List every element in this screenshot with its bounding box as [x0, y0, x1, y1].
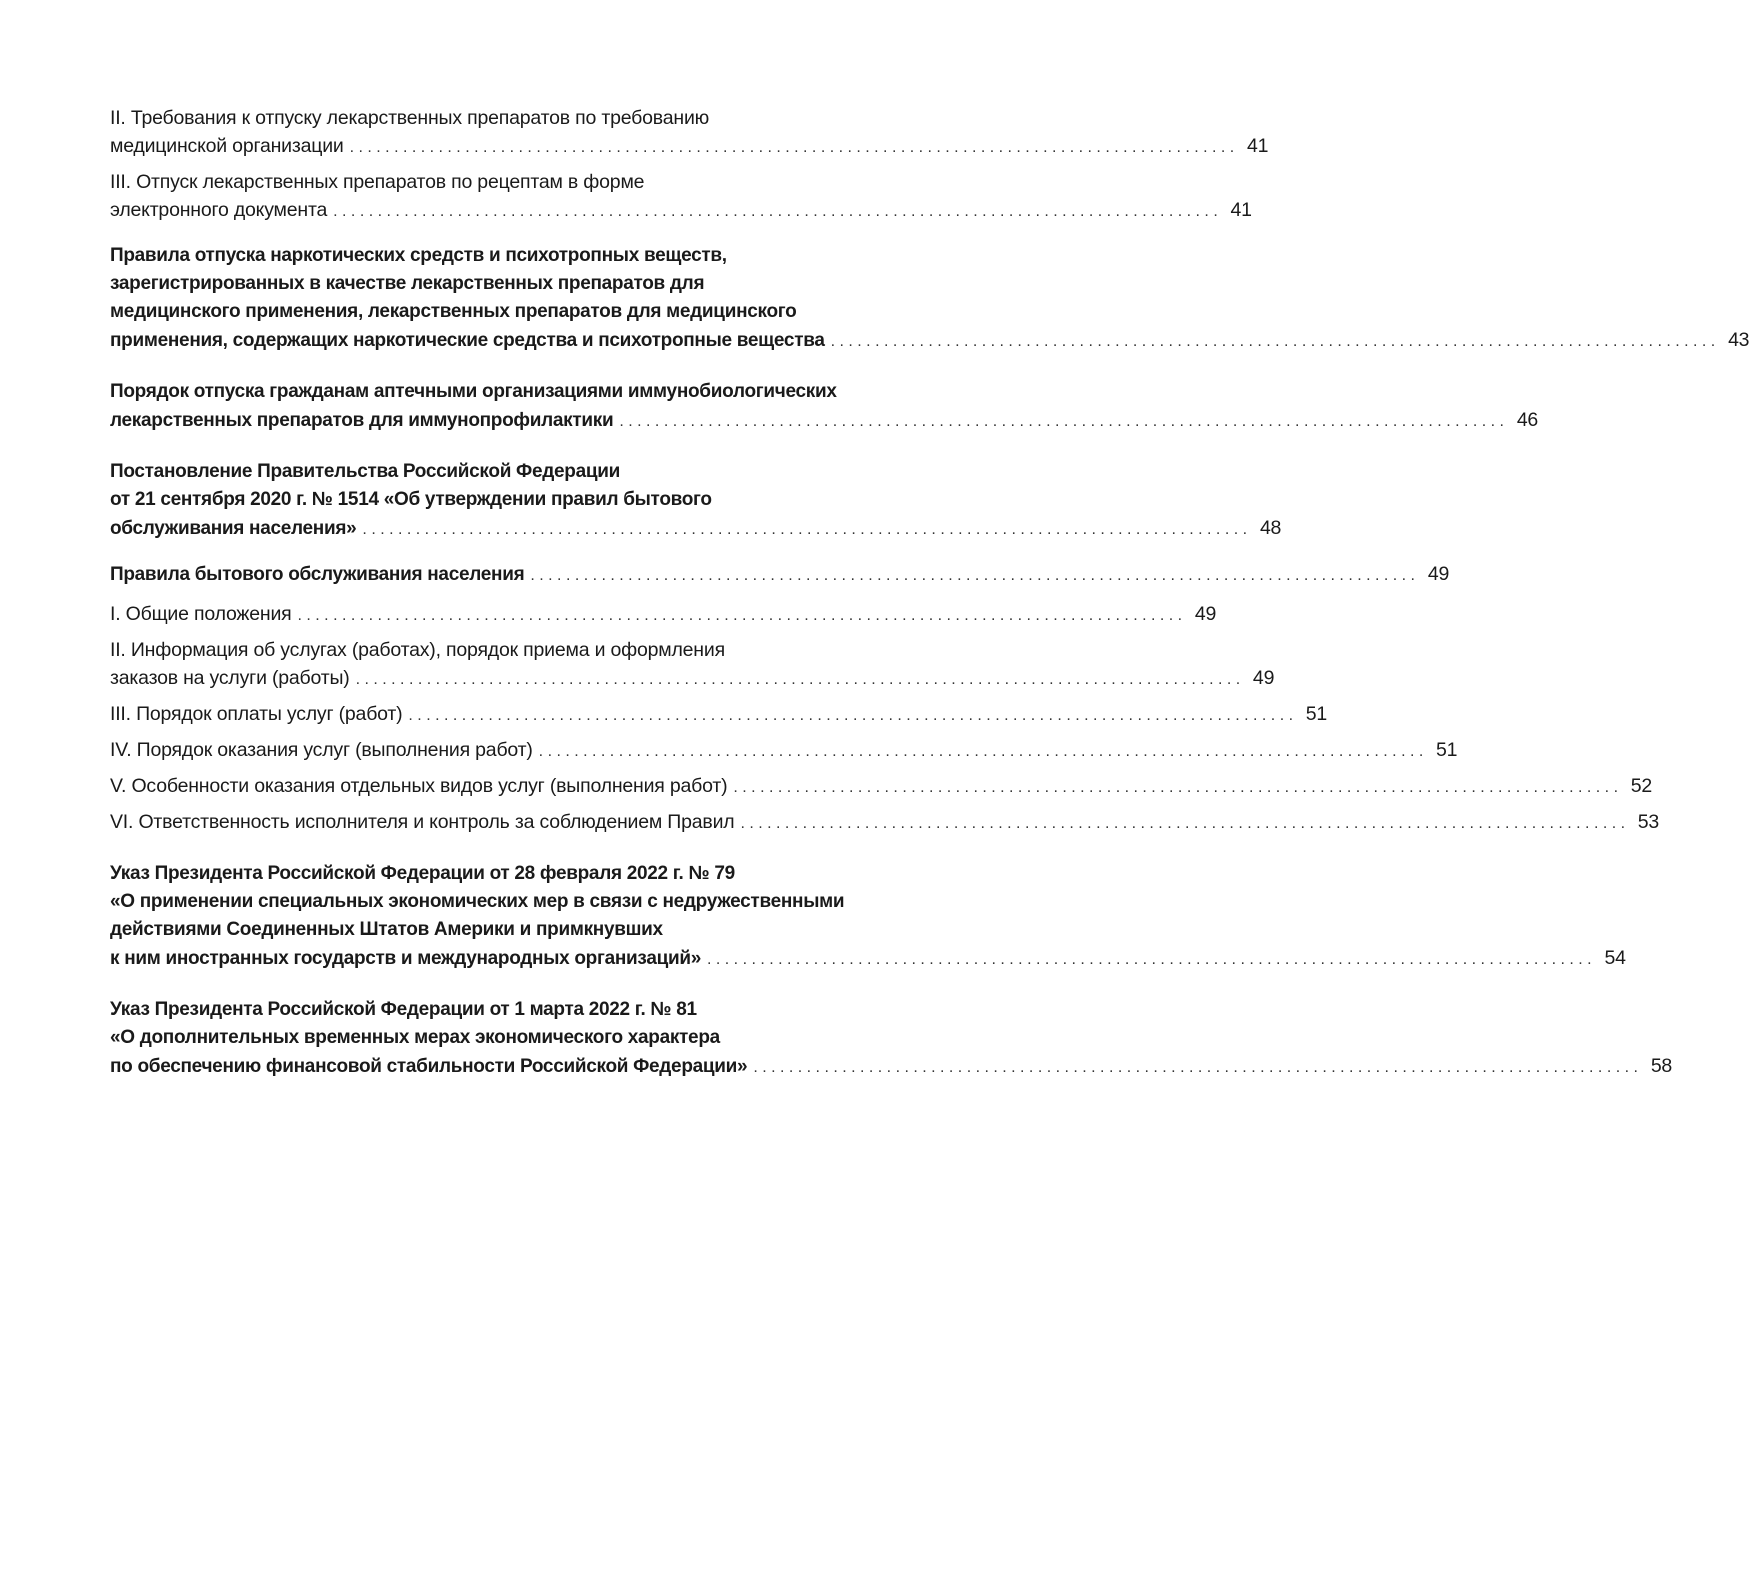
toc-entry[interactable]	[110, 636, 1275, 694]
toc-entry-line: V. Особенности оказания отдельных видов услуг (выполнения работ)	[110, 775, 728, 797]
dot-leader	[533, 736, 1424, 766]
toc-entry-line: «О дополнительных временных мерах экономического характера	[110, 1027, 720, 1048]
toc-entry-line: действиями Соединенных Штатов Америки и примкнувших	[110, 919, 663, 940]
dot-leader	[524, 561, 1415, 590]
toc-entry[interactable]	[110, 168, 1252, 226]
toc-entry[interactable]	[110, 560, 1449, 590]
toc-entry-line: II. Информация об услугах (работах), порядок приема и оформления	[110, 639, 725, 661]
page-number: 54	[1604, 947, 1626, 969]
toc-entry-line: лекарственных препаратов для иммунопрофилактики	[110, 410, 614, 431]
dot-leader	[734, 808, 1625, 838]
dot-leader	[402, 700, 1293, 730]
page-number: 52	[1630, 775, 1653, 797]
toc-entry[interactable]	[110, 458, 1282, 544]
toc-entry-line: зарегистрированных в качестве лекарственных препаратов для	[110, 273, 705, 294]
toc-entry-line: IV. Порядок оказания услуг (выполнения работ)	[110, 739, 533, 761]
dot-leader	[613, 407, 1504, 436]
toc-entry-line: Порядок отпуска гражданам аптечными организациями иммунобиологических	[110, 381, 837, 402]
table-of-contents	[110, 104, 1749, 1082]
dot-leader	[292, 600, 1183, 630]
dot-leader	[825, 327, 1716, 356]
toc-entry-line: Правила отпуска наркотических средств и психотропных веществ,	[110, 245, 727, 266]
toc-entry[interactable]	[110, 378, 1538, 436]
page-number: 58	[1650, 1055, 1672, 1077]
toc-entry-line: II. Требования к отпуску лекарственных препаратов по требованию	[110, 107, 710, 129]
toc-entry-line: Правила бытового обслуживания населения	[110, 564, 525, 585]
page-number: 49	[1194, 603, 1217, 625]
page-number: 41	[1246, 135, 1269, 157]
toc-entry-line: III. Отпуск лекарственных препаратов по рецептам в форме	[110, 171, 645, 193]
toc-entry-line: к ним иностранных государств и международных организаций»	[110, 948, 701, 969]
page-number: 51	[1305, 703, 1328, 725]
toc-entry-line: «О применении специальных экономических мер в связи с недружественными	[110, 891, 845, 912]
toc-entry-line: заказов на услуги (работы)	[110, 667, 350, 689]
toc-entry-line: медицинского применения, лекарственных препаратов для медицинского	[110, 301, 797, 322]
toc-entry-line: электронного документа	[110, 199, 328, 221]
dot-leader	[701, 945, 1592, 974]
toc-entry-line: I. Общие положения	[110, 603, 292, 625]
toc-entry-line: Указ Президента Российской Федерации от 28 февраля 2022 г. № 79	[110, 863, 735, 884]
toc-entry-line: от 21 сентября 2020 г. № 1514 «Об утверждении правил бытового	[110, 489, 712, 510]
toc-entry-line: по обеспечению финансовой стабильности Российской Федерации»	[110, 1056, 748, 1077]
toc-entry-line: Указ Президента Российской Федерации от 1 марта 2022 г. № 81	[110, 999, 697, 1020]
toc-entry[interactable]	[110, 808, 1660, 838]
dot-leader	[327, 196, 1218, 226]
toc-entry[interactable]	[110, 860, 1626, 974]
page-number: 41	[1230, 199, 1252, 221]
toc-entry[interactable]	[110, 104, 1269, 162]
toc-entry[interactable]	[110, 996, 1672, 1082]
page-number: 48	[1259, 517, 1282, 539]
dot-leader	[727, 772, 1618, 802]
dot-leader	[747, 1053, 1638, 1082]
toc-entry-line: медицинской организации	[110, 135, 344, 157]
page-number: 46	[1516, 409, 1538, 431]
toc-entry[interactable]	[110, 700, 1328, 730]
page-number: 49	[1427, 563, 1449, 585]
toc-entry[interactable]	[110, 736, 1458, 766]
page-number: 53	[1637, 811, 1660, 833]
toc-entry-line: III. Порядок оплаты услуг (работ)	[110, 703, 403, 725]
toc-entry-line: VI. Ответственность исполнителя и контроль за соблюдением Правил	[110, 811, 735, 833]
page-number: 43	[1728, 329, 1749, 351]
toc-entry[interactable]	[110, 600, 1217, 630]
toc-entry[interactable]	[110, 242, 1749, 356]
toc-entry[interactable]	[110, 772, 1653, 802]
dot-leader	[356, 515, 1247, 544]
page-number: 49	[1252, 667, 1275, 689]
dot-leader	[344, 132, 1235, 162]
toc-entry-line: применения, содержащих наркотические средства и психотропные вещества	[110, 330, 825, 351]
page-number: 51	[1436, 739, 1458, 761]
toc-entry-line: обслуживания населения»	[110, 518, 357, 539]
toc-entry-line: Постановление Правительства Российской Федерации	[110, 461, 620, 482]
dot-leader	[350, 664, 1241, 694]
